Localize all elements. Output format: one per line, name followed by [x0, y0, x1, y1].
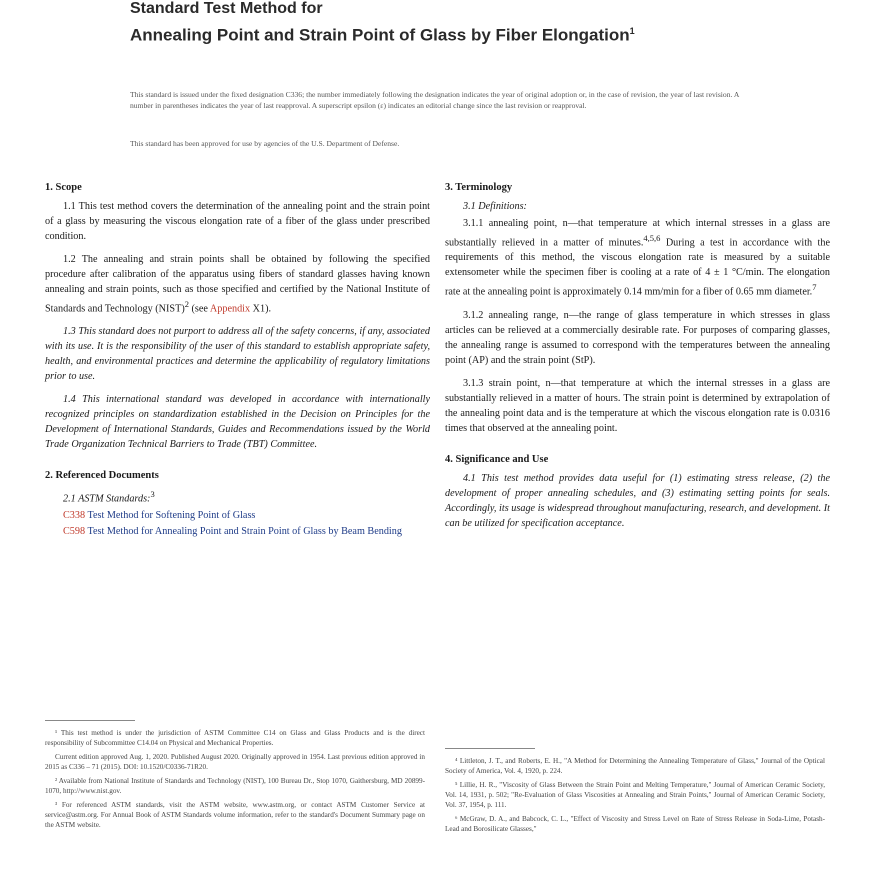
footnotes-right — [445, 756, 825, 838]
approval-note: This standard has been approved for use by agencies of the U.S. Department of Defense. — [130, 139, 400, 148]
designation-note: This standard is issued under the fixed designation C336; the number immediately following the designation indicates the year of original adoption or, in the case of revision, the year of last revision. A number in parentheses indicates the year of last reapproval. A superscript epsilon (ε) indicates an editorial change since the last revision or reapproval. — [130, 90, 739, 110]
left-column — [45, 180, 430, 540]
reference-code[interactable]: C598 — [63, 525, 86, 537]
reference-item[interactable] — [63, 524, 430, 539]
scope-1-3: 1.3 This standard does not purport to address all of the safety concerns, if any, associated with its use. It is the responsibility of the user of this standard to establish appropriate safety, health, and environmental practices and determine the applicability of regulatory limitations prior to use. — [45, 326, 430, 383]
title-line2 — [130, 20, 750, 47]
footnote: ² Available from National Institute of Standards and Technology (NIST), 100 Bureau Dr., Stop 1070, Gaithersburg, MD 20899-1070, http://www.nist.gov. — [45, 777, 425, 795]
footnote: ⁵ Lillie, H. R., "Viscosity of Glass Between the Strain Point and Melting Temperature," Journal of American Ceramic Society, Vol. 14, 1931, p. 502; "Re-Evaluation of Glass Viscosities at Annealing and Strain Points," Journal of American Ceramic Society, Vol. 37, 1954, p. 111. — [445, 781, 825, 809]
section-significance-heading: 4. Significance and Use — [445, 453, 549, 465]
reference-title[interactable]: Test Method for Annealing Point and Strain Point of Glass by Beam Bending — [85, 525, 402, 537]
footnote: ⁴ Littleton, J. T., and Roberts, E. H., "A Method for Determining the Annealing Temperature of Glass," Journal of the Optical Society of America, Vol. 4, 1920, p. 224. — [445, 757, 825, 775]
scope-1-2 — [45, 252, 430, 316]
title-line1: Standard Test Method for — [130, 0, 323, 17]
reference-code[interactable]: C338 — [63, 509, 86, 521]
section-referenced-heading: 2. Referenced Documents — [45, 470, 159, 482]
title-text: Annealing Point and Strain Point of Glass by Fiber Elongation — [130, 25, 630, 45]
section-scope-heading: 1. Scope — [45, 182, 82, 193]
scope-1-4: 1.4 This international standard was developed in accordance with internationally recognized principles on standardization established in the Decision on Principles for the Development of International Standards, Guides and Recommendations issued by the World Trade Organization Technical Barriers to Trade (TBT) Committee. — [45, 394, 430, 451]
footnote-mark: 7 — [812, 282, 817, 293]
footnote: ⁶ McGraw, D. A., and Babcock, C. L., "Effect of Viscosity and Stress Level on Rate of Stress Release in Soda-Lime, Potash-Lead and Borosilicate Glasses," — [445, 815, 825, 833]
astm-standards-intro — [45, 487, 430, 506]
scope-1-2-text3: X1). — [250, 303, 272, 315]
footnote-divider-left — [45, 720, 135, 721]
footnote-mark: 3 — [150, 489, 155, 500]
footnote-mark: 2 — [184, 299, 189, 309]
appendix-link[interactable]: Appendix — [209, 303, 251, 315]
term-text: 3.1.1 annealing point, n—that temperature at which internal stresses in a glass are substantially relieved in a matter of minutes. — [445, 218, 830, 249]
term-annealing-range: 3.1.2 annealing range, n—the range of glass temperature in which stresses in glass articles can be relieved at a commercially desirable rate. For purposes of comparing glasses, the annealing range is assumed to correspond with the temperatures between the annealing point (AP) and the strain point (StP). — [445, 309, 830, 366]
right-column — [445, 180, 830, 539]
term-annealing-point — [445, 216, 830, 300]
section-terminology-heading: 3. Terminology — [445, 182, 513, 193]
footnote: ¹ This test method is under the jurisdiction of ASTM Committee C14 on Glass and Glass Products and is the direct responsibility of Subcommittee C14.04 on Physical and Mechanical Properties. — [45, 729, 425, 747]
footnote: Current edition approved Aug. 1, 2020. Published August 2020. Originally approved in 1954. Last previous edition approved in 2015 as C336 – 71 (2015). DOI: 10.1520/C0336-71R20. — [45, 753, 425, 771]
astm-standards-label: 2.1 ASTM Standards: — [63, 493, 151, 505]
footnote-mark: 4,5,6 — [643, 233, 661, 243]
scope-1-2-text2: (see — [188, 303, 210, 315]
reference-title[interactable]: Test Method for Softening Point of Glass — [85, 509, 256, 521]
scope-1-1: 1.1 This test method covers the determination of the annealing point and the strain point of a glass by measuring the viscous elongation rate of a fiber of the glass under prescribed condition. — [45, 201, 430, 242]
title-footnote-mark: 1 — [629, 26, 635, 36]
term-strain-point: 3.1.3 strain point, n—that temperature at which the internal stresses in a glass are substantially relieved in a matter of hours. The strain point is determined by extrapolation of the annealing point data and is the temperature at which the viscous elongation rate is 0.0316 times that observed at the annealing point. — [445, 377, 830, 434]
definitions-label: 3.1 Definitions: — [463, 201, 527, 212]
term-text2: During a test in accordance with the requirements of this method, the viscous elongation rate is measured by a suitable extensometer while the specimen fiber is cooling at a rate of 4 ± 1 °C/min. The elongation rate at the annealing point is approximately 0.14 mm/min for a fiber of 0.65 mm diameter. — [445, 237, 830, 298]
reference-list — [45, 508, 430, 539]
footnote: ³ For referenced ASTM standards, visit the ASTM website, www.astm.org, or contact ASTM Customer Service at service@astm.org. For Annual Book of ASTM Standards volume information, refer to the standard's Document Summary page on the ASTM website. — [45, 801, 425, 829]
scope-1-2-text: 1.2 The annealing and strain points shall be obtained by following the specified procedure after calibration of the apparatus using fibers of standard glasses having known annealing and strain points, such as those specified and certified by the National Institute of Standards and Technology (NIST) — [45, 254, 430, 315]
title-block — [130, 0, 750, 47]
significance-4-1: 4.1 This test method provides data useful for (1) estimating stress release, (2) the development of proper annealing schedules, and (3) estimating setting points for seals. Accordingly, its usage is widespread throughout manufacturing, research, and development. It can be utilized for specification acceptance. — [445, 472, 830, 529]
reference-item[interactable] — [63, 508, 430, 523]
footnotes-left — [45, 728, 425, 834]
footnote-divider-right — [445, 748, 535, 749]
